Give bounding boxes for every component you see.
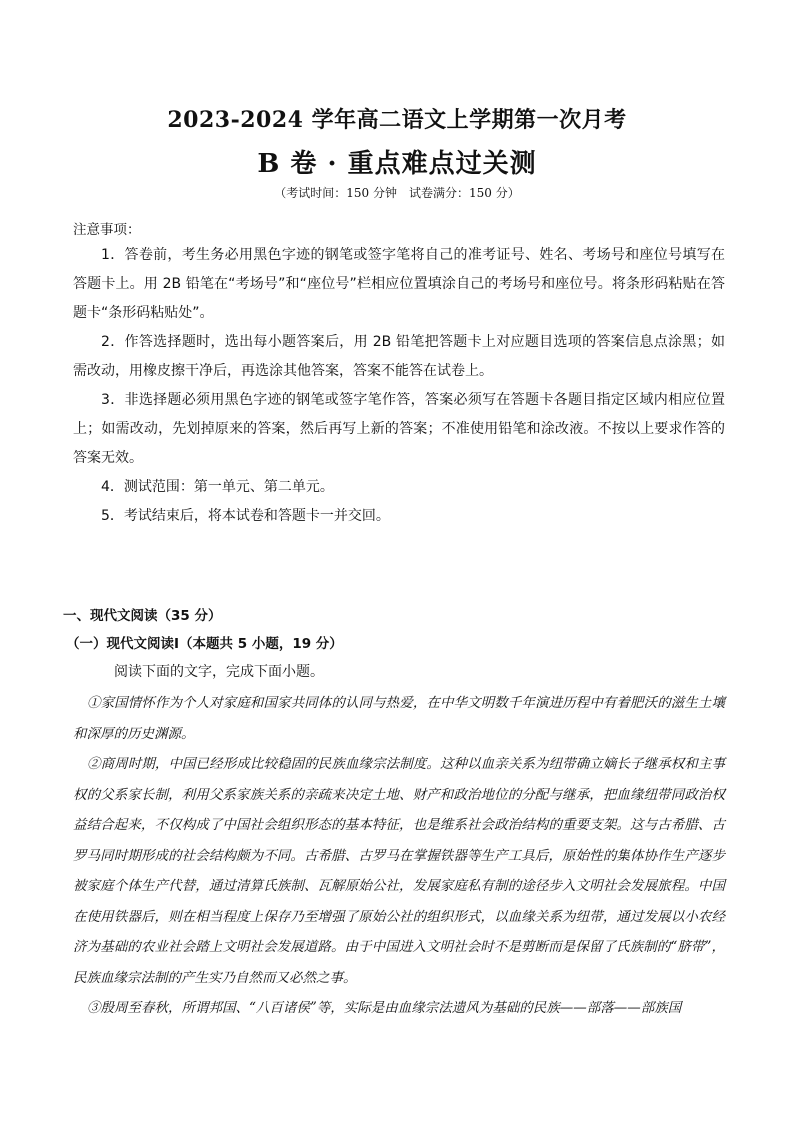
notice-list — [73, 241, 725, 531]
notice-item: 5．考试结束后，将本试卷和答题卡一并交回。 — [101, 508, 390, 524]
passage-paragraph: ③殷周至春秋，所谓邦国、“八百诸侯”等，实际是由血缘宗法遗风为基础的民族——部落——部族国 — [87, 1000, 682, 1016]
subsection-title: （一）现代文阅读Ⅰ（本题共 5 小题，19 分） — [66, 636, 343, 652]
notice-item: 2．作答选择题时，选出每小题答案后，用 2B 铅笔把答题卡上对应题目选项的答案信息点涂黑；如需改动，用橡皮擦干净后，再选涂其他答案，答案不能答在试卷上。 — [73, 334, 725, 379]
exam-title: 2023-2024 学年高二语文上学期第一次月考 — [167, 107, 627, 133]
reading-instruction: 阅读下面的文字，完成下面小题。 — [114, 664, 324, 680]
notice-item: 4．测试范围：第一单元、第二单元。 — [101, 479, 334, 495]
exam-info: （考试时间：150 分钟 试卷满分：150 分） — [274, 186, 520, 200]
passage-paragraph: ②商周时期，中国已经形成比较稳固的民族血缘宗法制度。这种以血亲关系为纽带确立嫡长子继承权和主事权的父系家长制，利用父系家族关系的亲疏来决定土地、财产和政治地位的分配与继承，把血缘纽带同政治权益结合起来，不仅构成了中国社会组织形态的基本特征，也是维系社会政治结构的重要支架。这与古希腊、古罗马同时期形成的社会结构颇为不同。古希腊、古罗马在掌握铁器等生产工具后，原始性的集体协作生产逐步被家庭个体生产代替，通过清算氏族制、瓦解原始公社，发展家庭私有制的途径步入文明社会发展旅程。中国在使用铁器后，则在相当程度上保存乃至增强了原始公社的组织形式，以血缘关系为纽带，通过发展以小农经济为基础的农业社会踏上文明社会发展道路。由于中国进入文明社会时不是剪断而是保留了氏族制的“脐带”，民族血缘宗法制的产生实乃自然而又必然之事。 — [73, 756, 725, 986]
reading-passage — [73, 688, 725, 1024]
notice-item: 3．非选择题必须用黑色字迹的钢笔或签字笔作答，答案必须写在答题卡各题目指定区域内相应位置上；如需改动，先划掉原来的答案，然后再写上新的答案；不准使用铅笔和涂改液。不按以上要求作答的答案无效。 — [73, 392, 725, 466]
passage-paragraph: ①家国情怀作为个人对家庭和国家共同体的认同与热爱，在中华文明数千年演进历程中有着肥沃的滋生土壤和深厚的历史渊源。 — [73, 695, 725, 742]
notice-item: 1．答卷前，考生务必用黑色字迹的钢笔或签字笔将自己的准考证号、姓名、考场号和座位号填写在答题卡上。用 2B 铅笔在“考场号”和“座位号”栏相应位置填涂自己的考场号和座位号。将条形码粘贴在答题卡“条形码粘贴处”。 — [73, 247, 725, 321]
exam-subtitle: B 卷 · 重点难点过关测 — [257, 149, 537, 179]
notice-heading: 注意事项： — [73, 222, 141, 238]
section-title: 一、现代文阅读（35 分） — [63, 608, 222, 624]
